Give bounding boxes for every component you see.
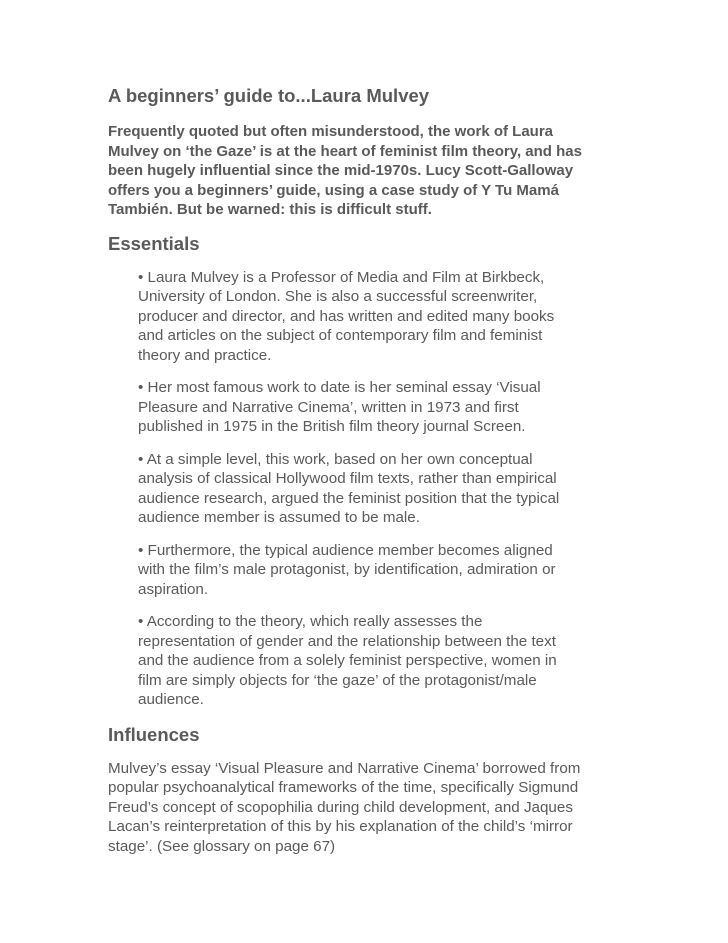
article-title: A beginners’ guide to...Laura Mulvey: [108, 85, 430, 106]
bullet-line: University of London. She is also a successful screenwriter,: [138, 288, 538, 305]
bullet-item: [138, 541, 608, 600]
bullet-line: audience member is assumed to be male.: [138, 509, 420, 526]
paragraph-line: stage’. (See glossary on page 67): [108, 837, 336, 855]
bullet-item: [138, 450, 608, 528]
bullet-line: and articles on the subject of contemporary film and feminist: [138, 327, 543, 344]
bullet-item: [138, 612, 608, 710]
bullet-line: audience.: [138, 691, 204, 708]
bullet-line: • Laura Mulvey is a Professor of Media and Film at Birkbeck,: [138, 268, 545, 286]
bullet-line: and the audience from a solely feminist perspective, women in: [138, 652, 557, 669]
intro-line: También. But be warned: this is difficult stuff.: [108, 201, 432, 218]
bullet-line: producer and director, and has written and edited many books: [138, 307, 555, 325]
bullet-item: [138, 378, 608, 437]
bullet-line: • Her most famous work to date is her seminal essay ‘Visual: [138, 379, 541, 396]
intro-line: Frequently quoted but often misunderstood, the work of Laura: [108, 123, 554, 140]
bullet-line: Pleasure and Narrative Cinema’, written in 1973 and first: [138, 398, 519, 416]
bullet-line: film are simply objects for ‘the gaze’ of the protagonist/male: [138, 671, 537, 689]
bullet-line: analysis of classical Hollywood film texts, rather than empirical: [138, 470, 557, 487]
bullet-line: with the film’s male protagonist, by identification, admiration or: [138, 561, 556, 578]
paragraph-line: Freud’s concept of scopophilia during child development, and Jaques: [108, 798, 573, 816]
bullet-line: published in 1975 in the British film theory journal Screen.: [138, 418, 526, 435]
document-page: [108, 84, 608, 856]
essentials-bullet-list: [138, 268, 608, 710]
bullet-line: representation of gender and the relationship between the text: [138, 632, 556, 650]
bullet-line: • At a simple level, this work, based on her own conceptual: [138, 450, 533, 468]
article-intro: [108, 122, 608, 220]
influences-paragraph: [108, 759, 608, 857]
paragraph-line: Lacan’s reinterpretation of this by his explanation of the child’s ‘mirror: [108, 818, 573, 835]
paragraph-line: popular psychoanalytical frameworks of the time, specifically Sigmund: [108, 779, 579, 796]
bullet-line: • Furthermore, the typical audience member becomes aligned: [138, 541, 553, 559]
paragraph-line: Mulvey’s essay ‘Visual Pleasure and Narrative Cinema’ borrowed from: [108, 759, 581, 777]
influences-heading: Influences: [108, 723, 200, 745]
bullet-line: • According to the theory, which really assesses the: [138, 613, 483, 630]
intro-line: been hugely influential since the mid-1970s. Lucy Scott-Galloway: [108, 162, 574, 179]
intro-line: offers you a beginners’ guide, using a case study of Y Tu Mamá: [108, 181, 559, 199]
bullet-line: audience research, argued the feminist position that the typical: [138, 489, 560, 507]
bullet-line: aspiration.: [138, 580, 209, 598]
essentials-heading: Essentials: [108, 232, 200, 254]
bullet-item: [138, 268, 608, 366]
bullet-line: theory and practice.: [138, 346, 272, 364]
intro-line: Mulvey on ‘the Gaze’ is at the heart of feminist film theory, and has: [108, 142, 582, 160]
